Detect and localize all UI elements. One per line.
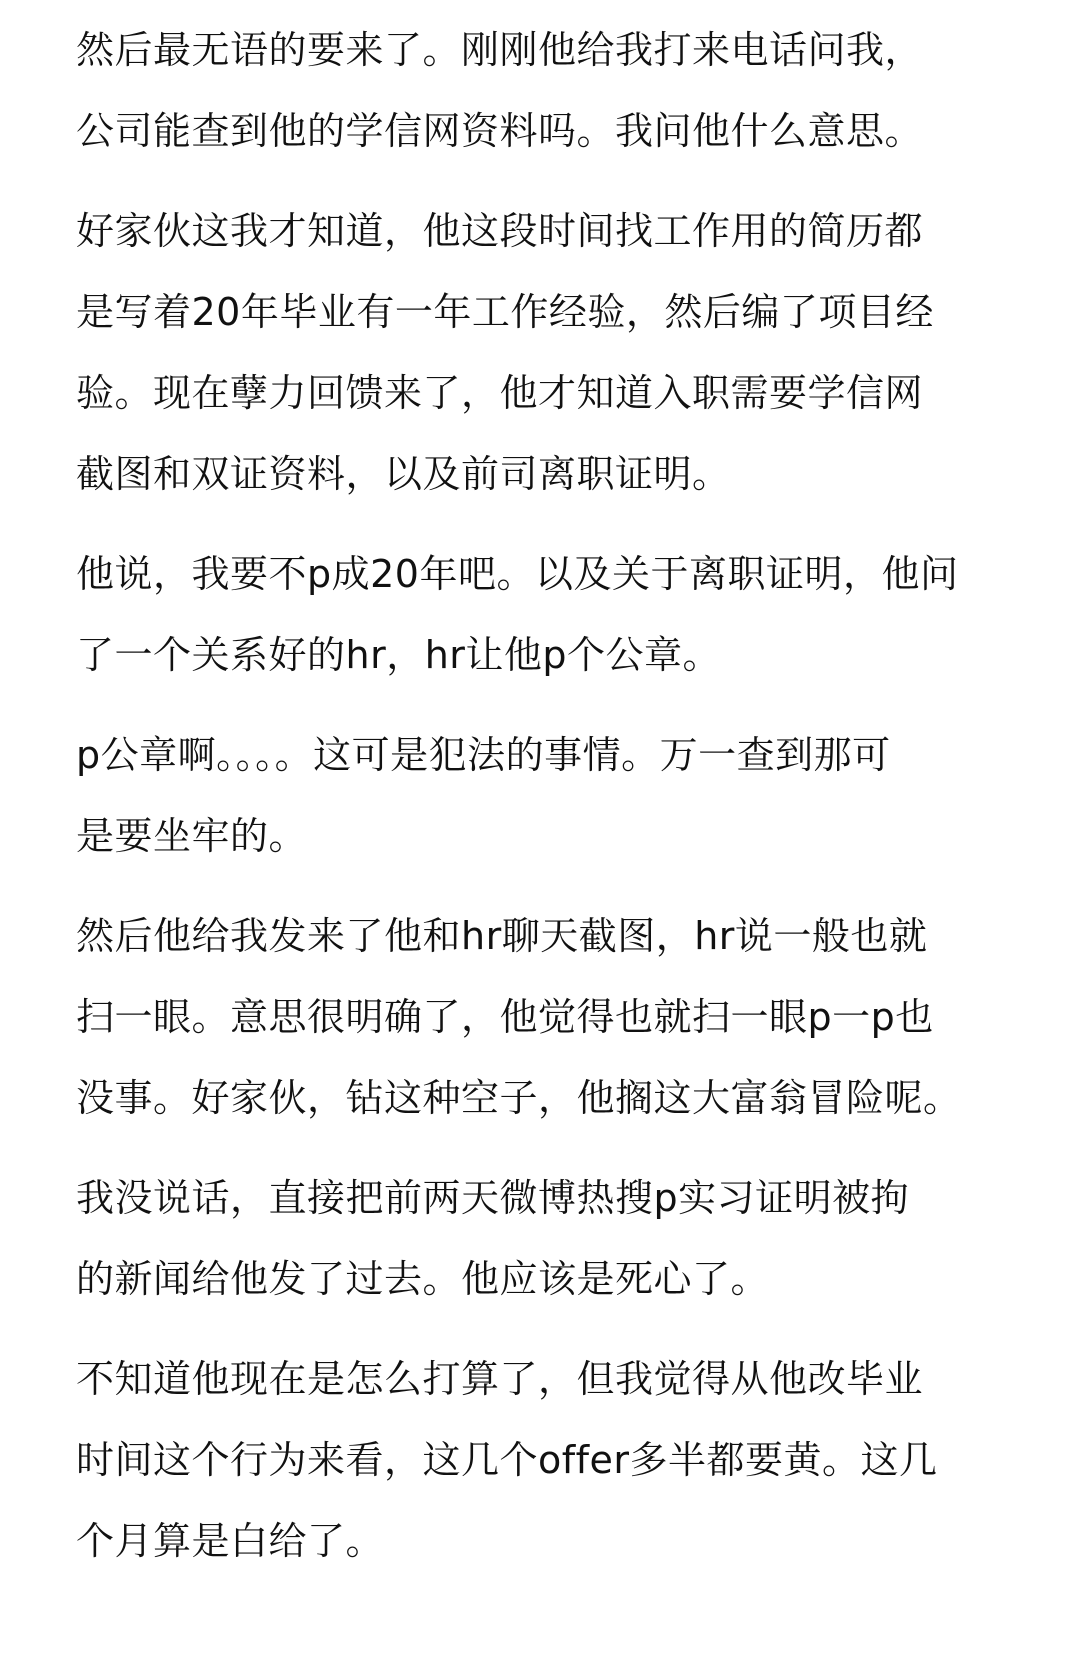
paragraph-line: 公司能查到他的学信网资料吗。我问他什么意思。 [76,109,924,153]
paragraph-line: 验。现在孽力回馈来了，他才知道入职需要学信网 [76,371,924,415]
paragraph-line: 我没说话，直接把前两天微博热搜p实习证明被拘 [76,1176,910,1220]
paragraph-5 [76,896,1020,1139]
paragraph-line: 是写着20年毕业有一年工作经验，然后编了项目经 [76,290,934,334]
paragraph-line: 截图和双证资料，以及前司离职证明。 [76,452,731,496]
paragraph-line: 好家伙这我才知道，他这段时间找工作用的简历都 [76,209,924,253]
paragraph-line: p公章啊。。。。这可是犯法的事情。万一查到那可 [76,733,891,777]
paragraph-line: 不知道他现在是怎么打算了，但我觉得从他改毕业 [76,1357,924,1401]
paragraph-line: 是要坐牢的。 [76,814,308,858]
paragraph-2 [76,191,1020,515]
paragraph-line: 没事。好家伙，钻这种空子，他搁这大富翁冒险呢。 [76,1076,962,1120]
paragraph-line: 然后他给我发来了他和hr聊天截图，hr说一般也就 [76,914,928,958]
paragraph-3 [76,534,1020,696]
paragraph-6 [76,1158,1020,1320]
paragraph-4 [76,715,1020,877]
paragraph-line: 然后最无语的要来了。刚刚他给我打来电话问我， [76,28,924,72]
paragraph-line: 个月算是白给了。 [76,1519,385,1563]
paragraph-line: 扫一眼。意思很明确了，他觉得也就扫一眼p一p也 [76,995,934,1039]
paragraph-line: 了一个关系好的hr，hr让他p个公章。 [76,633,722,677]
paragraph-7 [76,1339,1020,1582]
paragraph-line: 的新闻给他发了过去。他应该是死心了。 [76,1257,770,1301]
paragraph-line: 他说，我要不p成20年吧。以及关于离职证明，他问 [76,552,959,596]
paragraph-1 [76,10,1020,172]
paragraph-line: 时间这个行为来看，这几个offer多半都要黄。这几 [76,1438,938,1482]
